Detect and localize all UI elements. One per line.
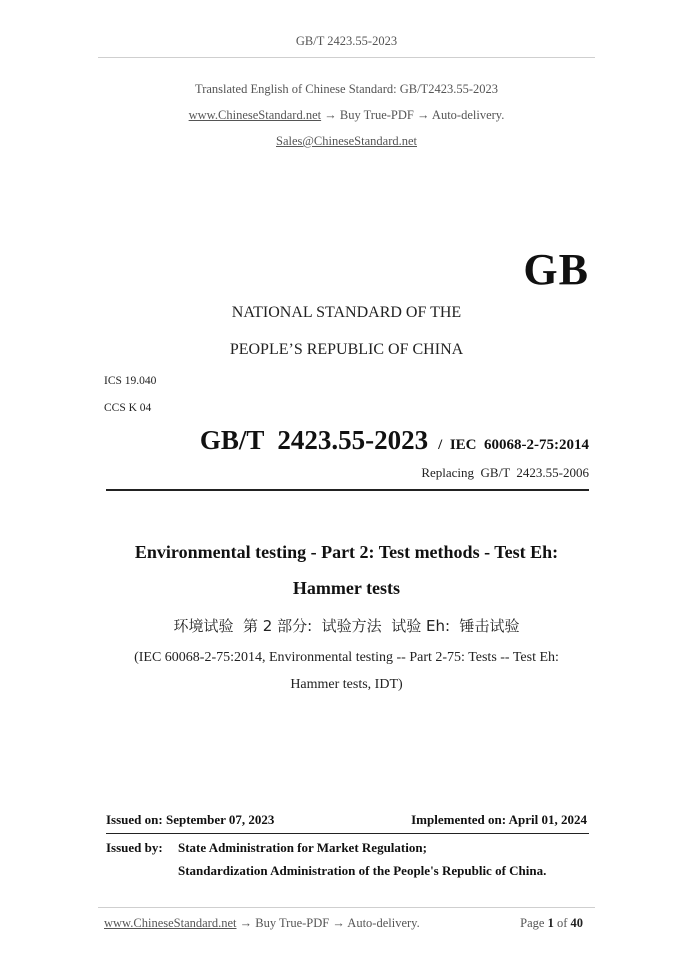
iec-reference-line1: (IEC 60068-2-75:2014, Environmental testing -- Part 2-75: Tests -- Test Eh: bbox=[134, 650, 559, 665]
ics-code: ICS 19.040 bbox=[104, 375, 157, 387]
translation-notice: Translated English of Chinese Standard: GB/T2423.55-2023 bbox=[195, 82, 498, 96]
footer-site-link[interactable]: www.ChineseStandard.net bbox=[104, 916, 237, 930]
running-header: GB/T 2423.55-2023 bbox=[295, 34, 398, 48]
implemented-on-date: Implemented on: April 01, 2024 bbox=[411, 812, 587, 827]
gb-logo: GB bbox=[523, 245, 589, 294]
sales-email-link[interactable]: Sales@ChineseStandard.net bbox=[276, 134, 417, 148]
page-total: 40 bbox=[570, 916, 583, 930]
email-line bbox=[0, 134, 693, 149]
footer-promo bbox=[104, 916, 420, 931]
footer-promo-text: → Buy True-PDF → Auto-delivery. bbox=[236, 916, 420, 930]
promo-line bbox=[0, 108, 693, 123]
header-divider bbox=[98, 57, 595, 58]
page-label: Page bbox=[520, 916, 545, 930]
chinese-title: 环境试验 第 2 部分: 试验方法 试验 Eh: 锤击试验 bbox=[173, 617, 520, 635]
national-standard-line2: PEOPLE’S REPUBLIC OF CHINA bbox=[229, 341, 464, 358]
issued-on-date: Issued on: September 07, 2023 bbox=[106, 812, 275, 827]
english-title-line1: Environmental testing - Part 2: Test methods - Test Eh: bbox=[134, 542, 559, 562]
national-standard-line1: NATIONAL STANDARD OF THE bbox=[231, 304, 462, 321]
footer-divider bbox=[98, 907, 595, 908]
promo-text: → Buy True-PDF → Auto-delivery. bbox=[321, 108, 505, 122]
iec-reference-line2: Hammer tests, IDT) bbox=[290, 677, 403, 692]
iec-equivalent: / IEC 60068-2-75:2014 bbox=[438, 437, 589, 453]
issued-by-label: Issued by: bbox=[106, 840, 163, 855]
replacing-note: Replacing GB/T 2423.55-2006 bbox=[421, 465, 589, 480]
site-link[interactable]: www.ChineseStandard.net bbox=[188, 108, 322, 122]
issuer-line2: Standardization Administration of the People's Republic of China. bbox=[178, 863, 547, 878]
page-indicator bbox=[520, 916, 583, 931]
page-current: 1 bbox=[547, 916, 554, 930]
title-divider bbox=[106, 489, 589, 491]
english-title-line2: Hammer tests bbox=[292, 578, 401, 598]
standard-number: GB/T 2423.55-2023 bbox=[199, 425, 429, 455]
standard-number-line bbox=[200, 425, 589, 456]
page-of-label: of bbox=[556, 916, 568, 930]
dates-divider bbox=[106, 833, 589, 834]
issuer-line1: State Administration for Market Regulation; bbox=[178, 840, 427, 855]
ccs-code: CCS K 04 bbox=[104, 402, 152, 414]
